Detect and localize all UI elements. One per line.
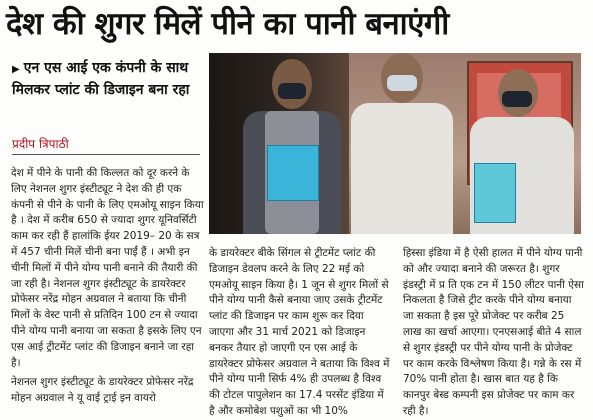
paragraph: हिस्सा इंडिया में है ऐसी हालत में पीने योग्य पानी को और ज्यादा बनाने की जरूरत है। शुगर इंडस्ट्री में प्र ति एक टन में 150 लीटर पानी ऐसा निकलता है जिसे ट्रीट करके पीने योग्य बनाया जा सकता है इस पूरे प्रोजेक्ट पर करीब 25 लाख का खर्चा आएगा। एनएसआई बीते 4 साल से शुगर इंडस्ट्री पर पीने योग्य पानी के प्रोजेक्ट पर काम करके विश्लेषण किया है। गन्ने के रस में 70% पानी होता है। खास बात यह है कि कानपुर बेस्ड कम्पनी इस प्रोजेक्ट पर काम कर रही है। bbox=[403, 247, 584, 417]
deck-text: एन एस आई एक कंपनी के साथ मिलकर प्लांट की डिजाइन बना रहा bbox=[12, 60, 190, 98]
headline: देश की शुगर मिलें पीने का पानी बनाएंगी bbox=[6, 6, 449, 42]
photo-folder bbox=[474, 163, 516, 223]
byline-rule bbox=[12, 154, 200, 155]
deck bbox=[12, 58, 202, 100]
article-column-1 bbox=[11, 166, 205, 408]
photo-person-right bbox=[464, 53, 581, 234]
byline: प्रदीप त्रिपाठी bbox=[12, 137, 69, 151]
photo-folder bbox=[267, 145, 319, 201]
paragraph: नेशनल शुगर इंस्टीट्यूट के डायरेक्टर प्रोफेसर नरेंद्र मोहन अग्रवाल ने यू वाई ट्राई इन वायरो bbox=[11, 376, 194, 405]
article-column-2 bbox=[209, 246, 391, 417]
photo-person-center bbox=[347, 53, 457, 234]
paragraph: के डायरेक्टर बीके सिंगल से ट्रीटमेंट प्लांट की डिजाइन डेवलप करने के लिए 22 मई को एमओयू साइन किया है। 1 जून से शुगर मिलों से पीने योग्य पानी कैसे बनाया जाए उसके ट्रीटमेंट प्लांट की डिजाइन पर काम शुरू कर दिया जाएगा और 31 मार्च 2021 को डिजाइन बनकर तैयार हो जाएगी एन एस आई के डायरेक्टर प्रोफेसर अग्रवाल ने बताया कि विश्व में पीने योग्य पानी सिर्फ 4% ही उपलब्ध है विश्व की टोटल पापुलेशन का 17.4 परसेंट इंडिया में है और कमोबेश पशुओं का भी 10% bbox=[209, 247, 390, 417]
photo-person-left bbox=[237, 53, 347, 234]
triangle-bullet-icon: ▶ bbox=[12, 64, 20, 75]
paragraph: देश में पीने के पानी की किल्लत को दूर करने के लिए नेशनल शुगर इंस्टीट्यूट ने देश की ही एक कंपनी से पीने के पानी के लिए एमओयू साइन किया है । देश में करीब 650 से ज्यादा शुगर यूनिवर्सिटी काम कर रही हैं हालांकि ईयर 2019– 20 के सत्र में 457 चीनी मिलें चीनी बना पाईं हैं । अभी इन चीनी मिलों में पीने योग्य पानी बनाने की तैयारी की जा रही है। नेशनल शुगर इंस्टीट्यूट के डायरेक्टर प्रोफेसर नरेंद्र मोहन अग्रवाल ने बताया कि चीनी मिलों के वेस्ट पानी से प्रतिदिन 100 टन से ज्यादा पीने योग्य पानी बनाया जा सकता है इसके लिए एन एस आई ट्रीटमेंट प्लांट की डिजाइन बनाने जा रहा है। bbox=[11, 167, 204, 369]
article-column-3 bbox=[403, 246, 585, 417]
news-photo bbox=[209, 53, 581, 234]
